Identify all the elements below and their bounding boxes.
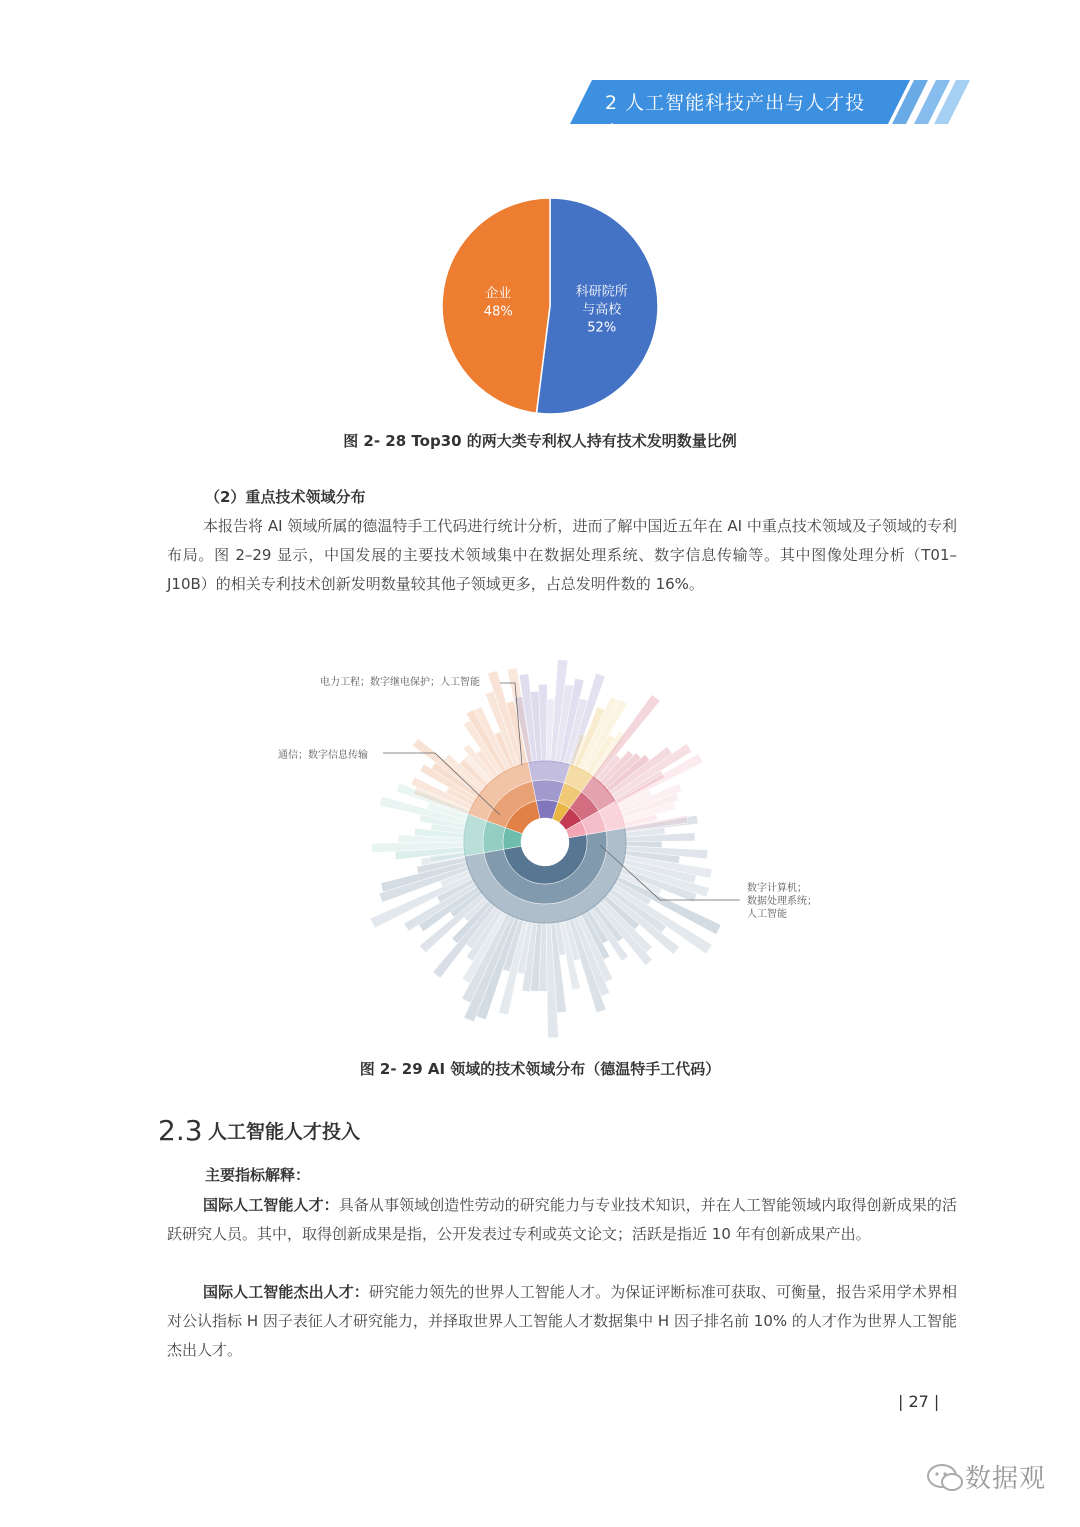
definition-text-outstanding-ai-talent: 研究能力领先的世界人工智能人才。为保证评断标准可获取、可衡量，报告采用学术界相对公认指标 H 因子表征人才研究能力，并择取世界人工智能人才数据集中 H 因子排名前 10% 的人才作为世界人工智能杰出人才。 xyxy=(167,1283,957,1359)
annotation-computing-3: 人工智能 xyxy=(747,909,787,920)
definition-outstanding-ai-talent xyxy=(167,1278,957,1365)
figure-caption-2-29: 图 2- 29 AI 领域的技术领域分布（德温特手工代码） xyxy=(359,1060,721,1078)
paragraph-tech-fields: 本报告将 AI 领域所属的德温特手工代码进行统计分析，进而了解中国近五年在 AI 中重点技术领域及子领域的专利布局。图 2–29 显示，中国发展的主要技术领域集中在数据处理系统、数字信息传输等。其中图像处理分析（T01–J10B）的相关专利技术创新发明数量较其他子领域更多，占总发明件数的 16%。 xyxy=(167,517,957,593)
pie-label-1-1: 48% xyxy=(483,304,513,320)
chapter-title: 2 人工智能科技产出与人才投入 xyxy=(605,92,866,144)
definition-text-ai-talent: 具备从事领域创造性劳动的研究能力与专业技术知识，并在人工智能领域内取得创新成果的活跃研究人员。其中，取得创新成果是指，公开发表过专利或英文论文；活跃是指近 10 年有创新成果产出。 xyxy=(167,1196,957,1243)
pie-label-0-1: 与高校 xyxy=(582,302,622,318)
pie-chart xyxy=(430,188,670,428)
section-title: 人工智能人才投入 xyxy=(208,1121,361,1143)
pie-label-0-2: 52% xyxy=(587,320,617,336)
watermark-text: 数据观 xyxy=(965,1464,1047,1494)
annotation-comm: 通信；数字信息传输 xyxy=(278,750,368,761)
pie-label-0-0: 科研院所 xyxy=(575,284,628,300)
subsection-heading: （2）重点技术领域分布 xyxy=(205,488,366,506)
sunburst-rings xyxy=(463,760,627,924)
key-indicators-heading: 主要指标解释： xyxy=(205,1166,311,1184)
term-ai-talent: 国际人工智能人才： xyxy=(203,1196,339,1214)
sunburst-center xyxy=(521,818,569,866)
annotation-computing-2: 数据处理系统； xyxy=(747,896,817,907)
banner-stripes xyxy=(870,80,970,124)
term-outstanding-ai-talent: 国际人工智能杰出人才： xyxy=(203,1283,369,1301)
section-number: 2.3 xyxy=(158,1114,203,1147)
page-number: | 27 | xyxy=(898,1392,940,1411)
annotation-power: 电力工程；数字继电保护；人工智能 xyxy=(320,677,480,688)
figure-caption-2-28: 图 2- 28 Top30 的两大类专利权人持有技术发明数量比例 xyxy=(343,432,737,450)
pie-label-1-0: 企业 xyxy=(485,286,512,302)
definition-ai-talent xyxy=(167,1191,957,1249)
sunburst-ring-outer-3 xyxy=(528,760,570,783)
annotation-computing-1: 数字计算机； xyxy=(747,883,807,894)
sunburst-chart xyxy=(278,655,860,1055)
